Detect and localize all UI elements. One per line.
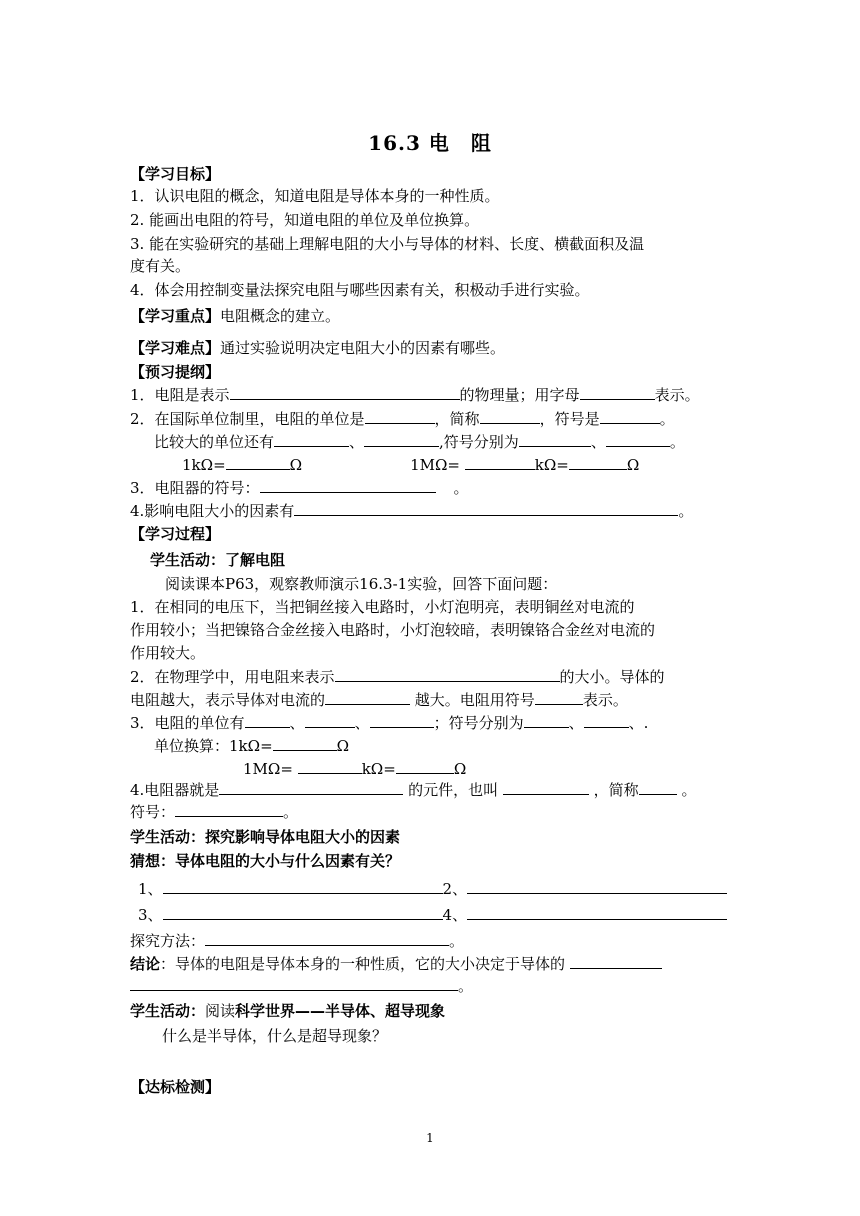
guess-heading: 猜想：导体电阻的大小与什么因素有关？ (130, 852, 401, 870)
blank[interactable] (274, 430, 349, 447)
blank[interactable] (230, 383, 460, 400)
preview-line-2 (130, 407, 730, 430)
preview-line-1 (130, 383, 730, 406)
text: kΩ= (534, 456, 569, 474)
text: Ω (336, 737, 350, 755)
text: 4.电阻器就是 (130, 781, 220, 799)
objective-item: 4．体会用控制变量法探究电阻与哪些因素有关，积极动手进行实验。 (130, 281, 590, 299)
preview-line-6 (130, 499, 730, 522)
page-number: 1 (426, 1131, 434, 1145)
text: 1kΩ= (182, 456, 226, 474)
text: 4.影响电阻大小的因素有 (130, 502, 295, 520)
text: 。 (669, 433, 685, 451)
blank[interactable] (584, 711, 629, 728)
text: 科学世界——半导体、超导现象 (235, 1002, 446, 1020)
blank[interactable] (639, 778, 677, 795)
text: 阅读 (205, 1002, 236, 1020)
question-2-line-b (130, 688, 730, 711)
blank[interactable] (325, 688, 410, 705)
test-heading: 【达标检测】 (130, 1078, 221, 1096)
difficulty-heading: 【学习难点】 (130, 339, 221, 357)
text: 、 (590, 433, 606, 451)
text: 3、 (138, 906, 163, 924)
text: kΩ= (361, 760, 396, 778)
preview-heading: 【预习提纲】 (130, 363, 221, 381)
blank[interactable] (273, 734, 337, 751)
text: 的元件，也叫 (408, 781, 499, 799)
text: 2．在国际单位制里，电阻的单位是 (130, 410, 365, 428)
blank[interactable] (219, 778, 403, 795)
blank[interactable] (524, 711, 569, 728)
activity-title: 学生活动：了解电阻 (150, 551, 286, 569)
question-4-line (130, 778, 730, 801)
method-line (130, 929, 730, 952)
text: ，符号是 (539, 410, 600, 428)
blank[interactable] (298, 757, 362, 774)
text: 符号： (130, 803, 176, 821)
text: ：导体的电阻是导体本身的一种性质，它的大小决定于导体的 (160, 955, 566, 973)
preview-line-4 (182, 453, 730, 476)
process-intro: 阅读课本P63，观察教师演示16.3-1实验，回答下面问题： (165, 575, 558, 593)
key-point-line (130, 305, 730, 327)
question-1-line: 作用较大。 (130, 644, 206, 662)
blank[interactable] (226, 453, 290, 470)
text: Ω (453, 760, 467, 778)
question-2-line-a (130, 665, 730, 688)
blank[interactable] (600, 407, 660, 424)
conclusion-label: 结论 (130, 955, 161, 973)
preview-line-3 (154, 430, 730, 453)
text: 。 (453, 479, 469, 497)
blank[interactable] (163, 877, 443, 894)
blank[interactable] (396, 757, 454, 774)
text: 3．电阻的单位有 (130, 714, 245, 732)
difficulty-text: 通过实验说明决定电阻大小的因素有哪些。 (220, 339, 506, 357)
difficulty-line (130, 337, 730, 359)
text: 。 (659, 410, 675, 428)
blank[interactable] (370, 711, 434, 728)
text: ，简称 (434, 410, 480, 428)
text: 的物理量；用字母 (459, 386, 580, 404)
text: 电阻越大，表示导体对电流的 (130, 691, 326, 709)
process-heading: 【学习过程】 (130, 525, 221, 543)
blank[interactable] (175, 800, 283, 817)
blank[interactable] (335, 665, 560, 682)
conclusion-line (130, 952, 730, 975)
blank[interactable] (570, 952, 662, 969)
text: 。 (283, 803, 299, 821)
text: ，简称 (593, 781, 639, 799)
text: 、 (289, 714, 305, 732)
blank[interactable] (305, 711, 355, 728)
blank[interactable] (465, 453, 535, 470)
text: 表示。 (654, 386, 700, 404)
objective-item: 1．认识电阻的概念，知道电阻是导体本身的一种性质。 (130, 187, 500, 205)
key-point-heading: 【学习重点】 (130, 307, 221, 325)
blank[interactable] (519, 430, 591, 447)
text: 1．电阻是表示 (130, 386, 230, 404)
key-point-text: 电阻概念的建立。 (220, 307, 341, 325)
blank[interactable] (365, 407, 435, 424)
text: 。 (681, 781, 697, 799)
text: ；符号分别为 (433, 714, 524, 732)
question-1-line: 作用较小；当把镍铬合金丝接入电路时，小灯泡较暗，表明镍铬合金丝对电流的 (130, 621, 656, 639)
question-3-line (130, 711, 730, 734)
objective-item: 3. 能在实验研究的基础上理解电阻的大小与导体的材料、长度、横截面积及温 (130, 235, 645, 253)
objectives-heading: 【学习目标】 (130, 165, 221, 183)
text: 2．在物理学中，用电阻来表示 (130, 668, 335, 686)
text: 探究方法： (130, 932, 206, 950)
explore-title: 学生活动：探究影响导体电阻大小的因素 (130, 828, 401, 846)
text: 。 (449, 932, 465, 950)
blank[interactable] (245, 711, 290, 728)
blank[interactable] (480, 407, 540, 424)
text: 2、 (442, 880, 468, 898)
text: 表示。 (582, 691, 628, 709)
blank[interactable] (260, 476, 436, 493)
blank[interactable] (205, 929, 449, 946)
reading-title (130, 1000, 730, 1022)
unit-conversion-2 (243, 757, 730, 780)
text: 学生活动： (130, 1002, 206, 1020)
blank[interactable] (163, 903, 443, 920)
text: Ω (626, 456, 640, 474)
blank[interactable] (364, 430, 439, 447)
preview-line-5 (130, 476, 730, 499)
unit-conversion-1 (154, 734, 730, 757)
blank[interactable] (467, 903, 727, 920)
symbol-line (130, 800, 730, 823)
objective-item: 2. 能画出电阻的符号，知道电阻的单位及单位换算。 (130, 211, 480, 229)
text: 1、 (138, 880, 163, 898)
question-1-line: 1．在相同的电压下，当把铜丝接入电路时，小灯泡明亮，表明铜丝对电流的 (130, 598, 635, 616)
blank[interactable] (467, 877, 727, 894)
guess-row-2 (138, 903, 730, 926)
text: 单位换算：1kΩ= (154, 737, 273, 755)
text: 1MΩ= (410, 456, 460, 474)
blank[interactable] (535, 688, 583, 705)
text: 比较大的单位还有 (154, 433, 275, 451)
blank[interactable] (294, 499, 678, 516)
text: 、 (568, 714, 584, 732)
blank[interactable] (569, 453, 627, 470)
text: 。 (458, 977, 474, 995)
conclusion-line-2 (130, 974, 730, 997)
blank[interactable] (130, 974, 458, 991)
text: ,符号分别为 (439, 433, 519, 451)
text: 4、 (442, 906, 468, 924)
text: 、 (354, 714, 370, 732)
objective-item: 度有关。 (130, 257, 191, 275)
text: 、 (349, 433, 365, 451)
text: 。 (678, 502, 694, 520)
text: 越大。电阻用符号 (414, 691, 535, 709)
blank[interactable] (606, 430, 670, 447)
text: 3．电阻器的符号： (130, 479, 260, 497)
reading-question: 什么是半导体，什么是超导现象？ (162, 1027, 388, 1045)
blank[interactable] (580, 383, 655, 400)
text: 、. (628, 714, 649, 732)
guess-row-1 (138, 877, 730, 900)
page-title: 16.3 电 阻 (368, 131, 492, 155)
blank[interactable] (503, 778, 589, 795)
text: 1MΩ= (243, 760, 293, 778)
text: Ω (289, 456, 303, 474)
text: 的大小。导体的 (559, 668, 665, 686)
